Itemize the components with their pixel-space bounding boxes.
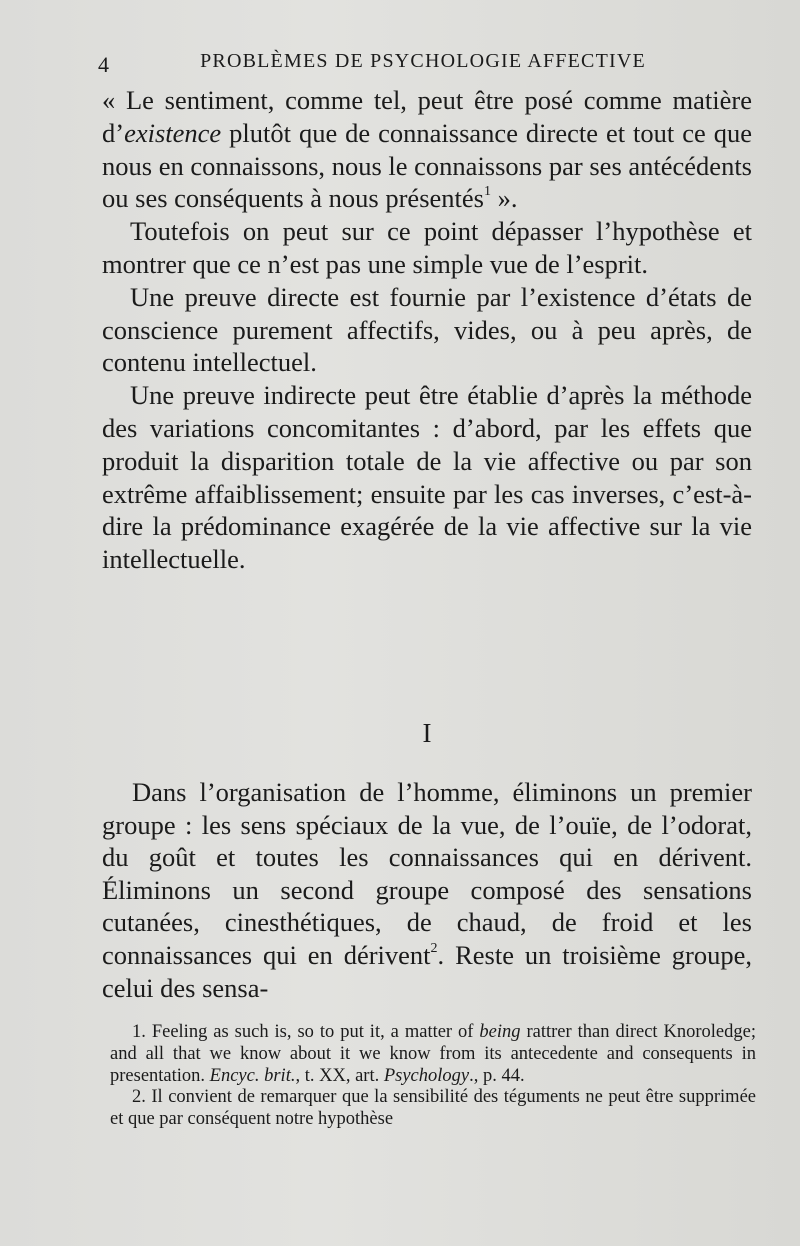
paragraph: [102, 776, 752, 1004]
running-title: PROBLÈMES DE PSYCHOLOGIE AFFECTIVE: [200, 50, 646, 72]
emphasis-text: being: [479, 1022, 521, 1042]
citation-title: Encyc. brit.: [209, 1065, 296, 1086]
footnote-text: 1. Feeling as such is, so to put it, a matter of: [132, 1022, 480, 1042]
footnotes: [110, 1022, 756, 1131]
paragraph-text: ».: [490, 183, 518, 214]
paragraph: Toutefois on peut sur ce point dépasser l’hypothèse et montrer que ce n’est pas une simple vue de l’esprit.: [102, 216, 752, 279]
footnote-2: 2. Il convient de remarquer que la sensibilité des téguments ne peut être supprimée et que par conséquent notre hypothèse: [110, 1087, 756, 1130]
running-header: [98, 48, 748, 76]
paragraph-quote: [102, 84, 752, 215]
paragraph: Une preuve directe est fournie par l’existence d’états de conscience purement affectifs, vides, ou à peu après, de contenu intellectuel.: [102, 281, 752, 378]
page-number: 4: [98, 52, 109, 77]
section-heading: I: [422, 718, 432, 748]
footnote-text: ., p. 44.: [469, 1065, 525, 1086]
paragraph-text: . Reste un troisième groupe, celui des sensa-: [102, 939, 753, 1003]
paragraph-text: « Le sentiment, comme tel, peut être posé comme matière d’: [102, 85, 752, 148]
footnote-1: [110, 1022, 756, 1087]
footnote-ref: 1: [483, 184, 491, 200]
paragraph: Une preuve indirecte peut être établie d’après la méthode des variations concomitantes : d’abord, par les effets que produit la disparition totale de la vie affective ou par son extrême affaiblissement; ensuite par les cas inverses, c’est-à-dire la prédominance exagérée de la vie affective sur la vie intellectuelle.: [102, 380, 752, 575]
paragraph-text: Dans l’organisation de l’homme, éliminons un premier groupe : les sens spéciaux de la vue, de l’ouïe, de l’odorat, du goût et toutes les connaissances qui en dérivent. Éliminons un second groupe composé des sensations cutanées, cinesthétiques, de chaud, de froid et les connaissances qui en dérivent: [102, 777, 752, 970]
footnote-text: rattrer than direct Knoroledge; and all that we know about it we know from its antecedente and consequents in presentation.: [110, 1022, 756, 1086]
footnote-text: , t. XX, art.: [295, 1065, 384, 1086]
emphasis-text: existence: [124, 117, 222, 148]
section-text: [102, 776, 752, 1004]
footnote-ref: 2: [430, 940, 438, 956]
main-text: [102, 84, 752, 576]
paragraph-text: plutôt que de connaissance directe et tout ce que nous en connaissons, nous le connaissons par ses antécédents ou ses conséquents à nous présentés: [102, 117, 752, 214]
citation-title: Psychology: [383, 1065, 470, 1086]
